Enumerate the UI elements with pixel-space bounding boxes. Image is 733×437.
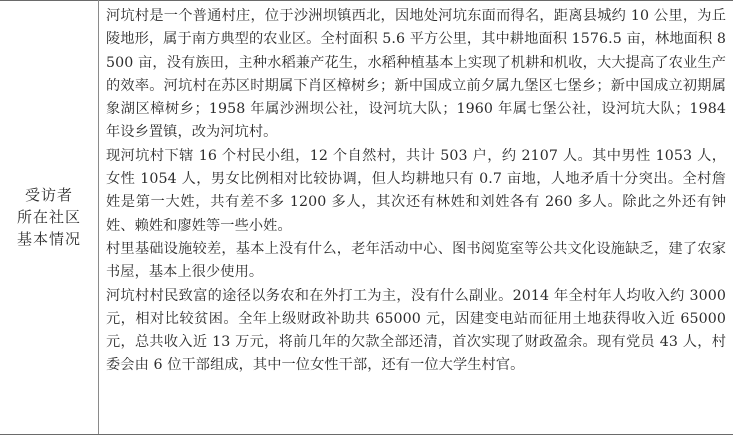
row-label (17, 184, 81, 250)
paragraph-infrastructure: 村里基础设施较差，基本上没有什么，老年活动中心、图书阅览室等公共文化设施缺乏，建了农家书屋，基本上很少使用。 (106, 240, 726, 281)
paragraph-village-overview: 河坑村是一个普通村庄，位于沙洲坝镇西北，因地处河坑东面而得名，距离县城约 10 公里，为丘陵地形，属于南方典型的农业区。全村面积 5.6 平方公里，其中耕地面积 1576.5 亩，林地面积 8500 亩，没有族田，主种水稻兼产花生，水稻种植基本上实现了机耕和机收，大大提高了农业生产的效率。河坑村在苏区时期属下肖区樟树乡；新中国成立前夕属九堡区七堡乡；新中国成立初期属象湖区樟树乡；1958 年属沙洲坝公社，设河坑大队；1960 年属七堡公社，设河坑大队；1984 年设乡置镇，改为河坑村。 (106, 8, 726, 141)
column-divider (98, 0, 99, 435)
content-cell (106, 5, 726, 378)
row-label-cell (0, 0, 98, 433)
paragraph-population: 现河坑村下辖 16 个村民小组，12 个自然村，共计 503 户，约 2107 人。其中男性 1053 人，女性 1054 人，男女比例相对比较协调，但人均耕地只有 0.7 亩地，人地矛盾十分突出。全村詹姓是第一大姓，共有差不多 1200 多人，其次还有林姓和刘姓各有 260 多人。除此之外还有钟姓、赖姓和廖姓等一些小姓。 (106, 147, 726, 234)
row-label-line: 基本情况 (16, 229, 81, 248)
row-label-line: 所在社区 (16, 207, 81, 226)
paragraph-economy: 河坑村村民致富的途径以务农和在外打工为主，没有什么副业。2014 年全村年人均收入约 3000 元，相对比较贫困。全年上级财政补助共 65000 元，因建变电站而征用土地获得收入近 65000 元，总共收入近 13 万元，将前几年的欠款全部还清，首次实现了财政盈余。现有党员 43 人，村委会由 6 位干部组成，其中一位女性干部，还有一位大学生村官。 (106, 287, 726, 374)
row-label-line: 受访者 (24, 185, 73, 204)
table-top-rule (0, 0, 733, 1)
table-bottom-rule (0, 434, 733, 435)
